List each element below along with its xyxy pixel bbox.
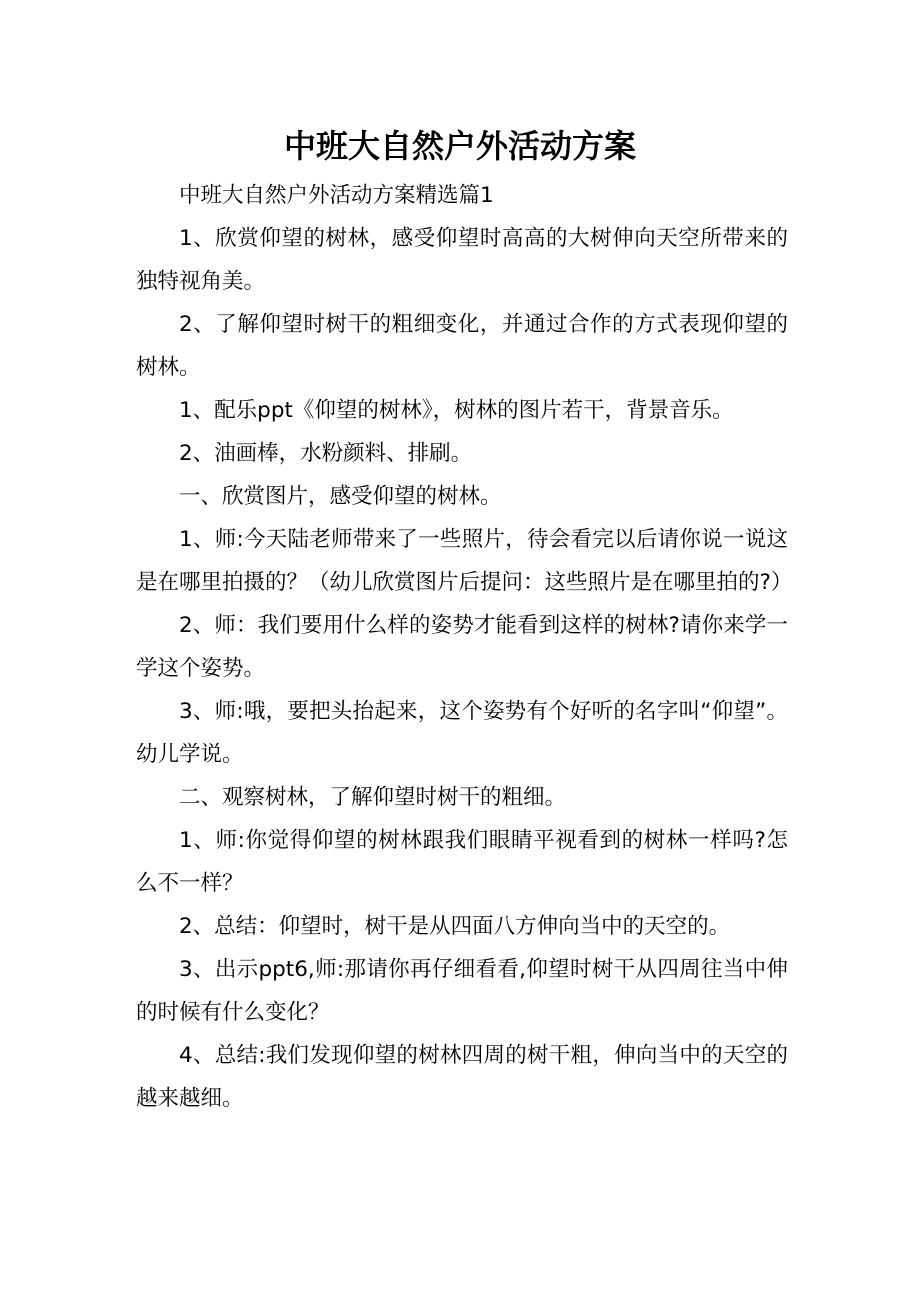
paragraph-prep-1: 1、配乐ppt《仰望的树林》，树林的图片若干，背景音乐。 [179, 398, 734, 423]
paragraph-prep-2: 2、油画棒，水粉颜料、排刷。 [179, 441, 473, 466]
paragraph-step-two-2: 2、总结：仰望时，树干是从四面八方伸向当中的天空的。 [179, 914, 731, 939]
paragraph-step-two-4: 4、总结:我们发现仰望的树林四周的树干粗，伸向当中的天空的越来越细。 [136, 1043, 788, 1111]
document-body [136, 174, 793, 1120]
paragraph-goal-2: 2、了解仰望时树干的粗细变化，并通过合作的方式表现仰望的树林。 [136, 312, 788, 380]
paragraph-step-one-3: 3、师:哦，要把头抬起来，这个姿势有个好听的名字叫“仰望”。幼儿学说。 [136, 699, 788, 767]
paragraph-step-two-3: 3、出示ppt6,师:那请你再仔细看看,仰望时树干从四周往当中伸的时候有什么变化？ [136, 957, 788, 1025]
paragraph-step-one-heading: 一、欣赏图片，感受仰望的树林。 [179, 484, 502, 509]
paragraph-goal-1: 1、欣赏仰望的树林，感受仰望时高高的大树伸向天空所带来的独特视角美。 [136, 226, 788, 294]
document-title: 中班大自然户外活动方案 [283, 127, 636, 165]
paragraph-step-two-1: 1、师:你觉得仰望的树林跟我们眼睛平视看到的树林一样吗?怎么不一样？ [136, 828, 788, 896]
paragraph-step-two-heading: 二、观察树林，了解仰望时树干的粗细。 [179, 785, 567, 810]
paragraph-step-one-2: 2、师：我们要用什么样的姿势才能看到这样的树林?请你来学一学这个姿势。 [136, 613, 788, 681]
paragraph-step-one-1: 1、师:今天陆老师带来了一些照片，待会看完以后请你说一说这是在哪里拍摄的？（幼儿欣赏图片后提问：这些照片是在哪里拍的?） [136, 527, 793, 595]
paragraph-section-heading: 中班大自然户外活动方案精选篇1 [179, 183, 494, 208]
